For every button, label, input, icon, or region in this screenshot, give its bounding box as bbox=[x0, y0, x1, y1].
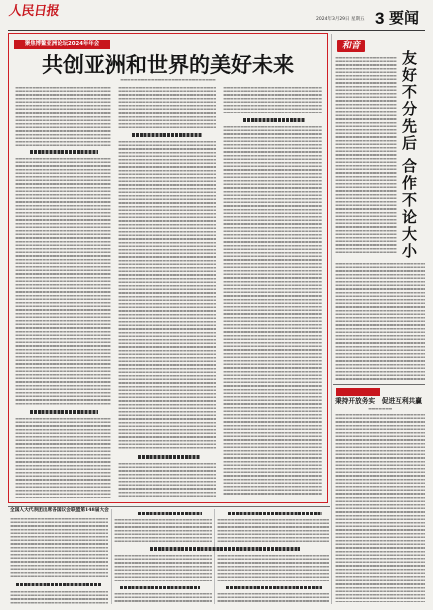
subheading bbox=[226, 586, 322, 589]
bottom-rule bbox=[8, 506, 330, 507]
masthead-rule bbox=[8, 30, 425, 31]
commentary-body bbox=[335, 57, 397, 253]
commentary-headline-bottom: 合作不论大小 bbox=[400, 158, 418, 260]
commentary-body bbox=[335, 263, 425, 380]
sidebar-rule bbox=[333, 384, 425, 385]
body-text bbox=[15, 158, 111, 405]
subheading bbox=[16, 583, 102, 586]
subheading bbox=[120, 586, 200, 589]
body-text bbox=[114, 519, 212, 543]
body-text bbox=[217, 593, 329, 604]
body-text bbox=[10, 591, 108, 604]
subheading bbox=[150, 547, 300, 551]
body-text bbox=[223, 87, 322, 113]
subheading bbox=[132, 133, 202, 137]
subheading bbox=[243, 118, 305, 122]
body-text bbox=[118, 463, 216, 498]
subheading bbox=[228, 512, 322, 515]
sidebar-byline bbox=[368, 408, 392, 410]
masthead-logo: 人民日报 bbox=[7, 4, 61, 19]
sidebar-headline: 秉持开放务实 促进互利共赢 bbox=[335, 397, 422, 405]
body-text bbox=[223, 126, 322, 495]
feature-headline: 共创亚洲和世界的美好未来 bbox=[42, 52, 294, 77]
sidebar-column-label bbox=[336, 388, 380, 396]
subheading bbox=[30, 150, 98, 154]
sidebar-body bbox=[335, 414, 425, 602]
subheading bbox=[138, 512, 202, 515]
body-text bbox=[114, 593, 212, 604]
page-number: 3 bbox=[375, 9, 385, 28]
body-text bbox=[114, 555, 212, 581]
sidebar-divider bbox=[331, 34, 332, 604]
column-separator bbox=[111, 509, 112, 604]
commentary-column-label: 和音 bbox=[337, 40, 365, 52]
commentary-headline-top: 友好不分先后 bbox=[400, 50, 418, 152]
body-text bbox=[15, 87, 111, 146]
feature-byline bbox=[120, 79, 216, 81]
column-separator bbox=[214, 509, 215, 604]
body-text bbox=[217, 519, 329, 543]
subheading bbox=[30, 410, 98, 414]
body-text bbox=[10, 518, 108, 578]
body-text bbox=[217, 555, 329, 581]
issue-date: 2024年3月29日 星期五 bbox=[316, 17, 365, 22]
body-text bbox=[118, 87, 216, 129]
feature-banner: 聚焦博鳌亚洲论坛2024年年会 bbox=[14, 40, 110, 49]
body-text bbox=[15, 418, 111, 498]
subheading bbox=[138, 455, 200, 459]
bottom-headline: 全国人大代表团出席各国议会联盟第148届大会 bbox=[10, 508, 109, 513]
body-text bbox=[118, 141, 216, 450]
section-title: 要闻 bbox=[389, 9, 420, 27]
